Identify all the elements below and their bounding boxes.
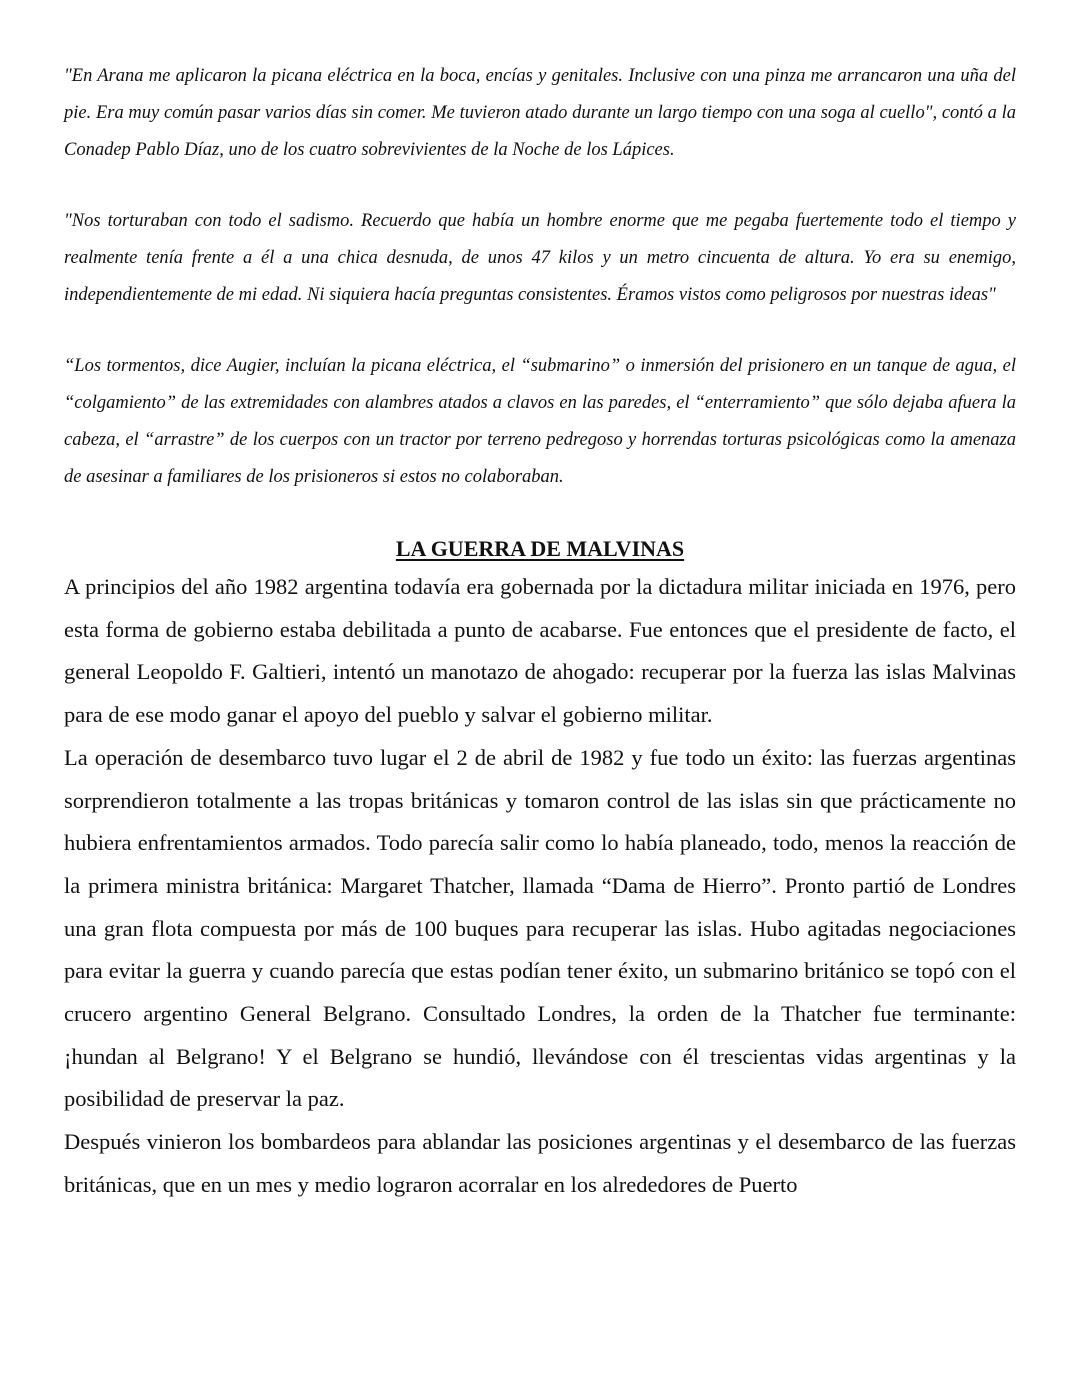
testimony-quote-pablo-diaz: "En Arana me aplicaron la picana eléctrica en la boca, encías y genitales. Inclusive con una pinza me arrancaron una uña del pie. Era muy común pasar varios días sin comer. Me tuvieron atado durante un largo tiempo con una soga al cuello", contó a la Conadep Pablo Díaz, uno de los cuatro sobrevivientes de la Noche de los Lápices. (64, 66, 1016, 160)
body-paragraph-2: La operación de desembarco tuvo lugar el 2 de abril de 1982 y fue todo un éxito: las fuerzas argentinas sorprendieron totalmente a las tropas británicas y tomaron control de las islas sin que prácticamente no hubiera enfrentamientos armados. Todo parecía salir como lo había planeado, todo, menos la reacción de la primera ministra británica: Margaret Thatcher, llamada “Dama de Hierro”. Pronto partió de Londres una gran flota compuesta por más de 100 buques para recuperar las islas. Hubo agitadas negociaciones para evitar la guerra y cuando parecía que estas podían tener éxito, un submarino británico se topó con el crucero argentino General Belgrano. Consultado Londres, la orden de la Thatcher fue terminante: ¡hundan al Belgrano! Y el Belgrano se hundió, llevándose con él trescientas vidas argentinas y la posibilidad de preservar la paz. (64, 744, 1016, 1112)
body-paragraph-3: Después vinieron los bombardeos para ablandar las posiciones argentinas y el desembarco de las fuerzas británicas, que en un mes y medio lograron acorralar en los alrededores de Puerto (64, 1129, 1016, 1197)
document-page (64, 58, 1016, 1207)
testimony-quote-augier: “Los tormentos, dice Augier, incluían la picana eléctrica, el “submarino” o inmersión del prisionero en un tanque de agua, el “colgamiento” de las extremidades con alambres atados a clavos en las paredes, el “enterramiento” que sólo dejaba afuera la cabeza, el “arrastre” de los cuerpos con un tractor por terreno pedregoso y horrendas torturas psicológicas como la amenaza de asesinar a familiares de los prisioneros si estos no colaboraban. (64, 356, 1016, 487)
body-paragraph-1: A principios del año 1982 argentina todavía era gobernada por la dictadura militar iniciada en 1976, pero esta forma de gobierno estaba debilitada a punto de acabarse. Fue entonces que el presidente de facto, el general Leopoldo F. Galtieri, intentó un manotazo de ahogado: recuperar por la fuerza las islas Malvinas para de ese modo ganar el apoyo del pueblo y salvar el gobierno militar. (64, 574, 1016, 728)
testimony-quote-torture: "Nos torturaban con todo el sadismo. Recuerdo que había un hombre enorme que me pegaba fuertemente todo el tiempo y realmente tenía frente a él a una chica desnuda, de unos 47 kilos y un metro cincuenta de altura. Yo era su enemigo, independientemente de mi edad. Ni siquiera hacía preguntas consistentes. Éramos vistos como peligrosos por nuestras ideas" (64, 211, 1016, 305)
section-heading-malvinas: LA GUERRA DE MALVINAS (395, 536, 685, 561)
